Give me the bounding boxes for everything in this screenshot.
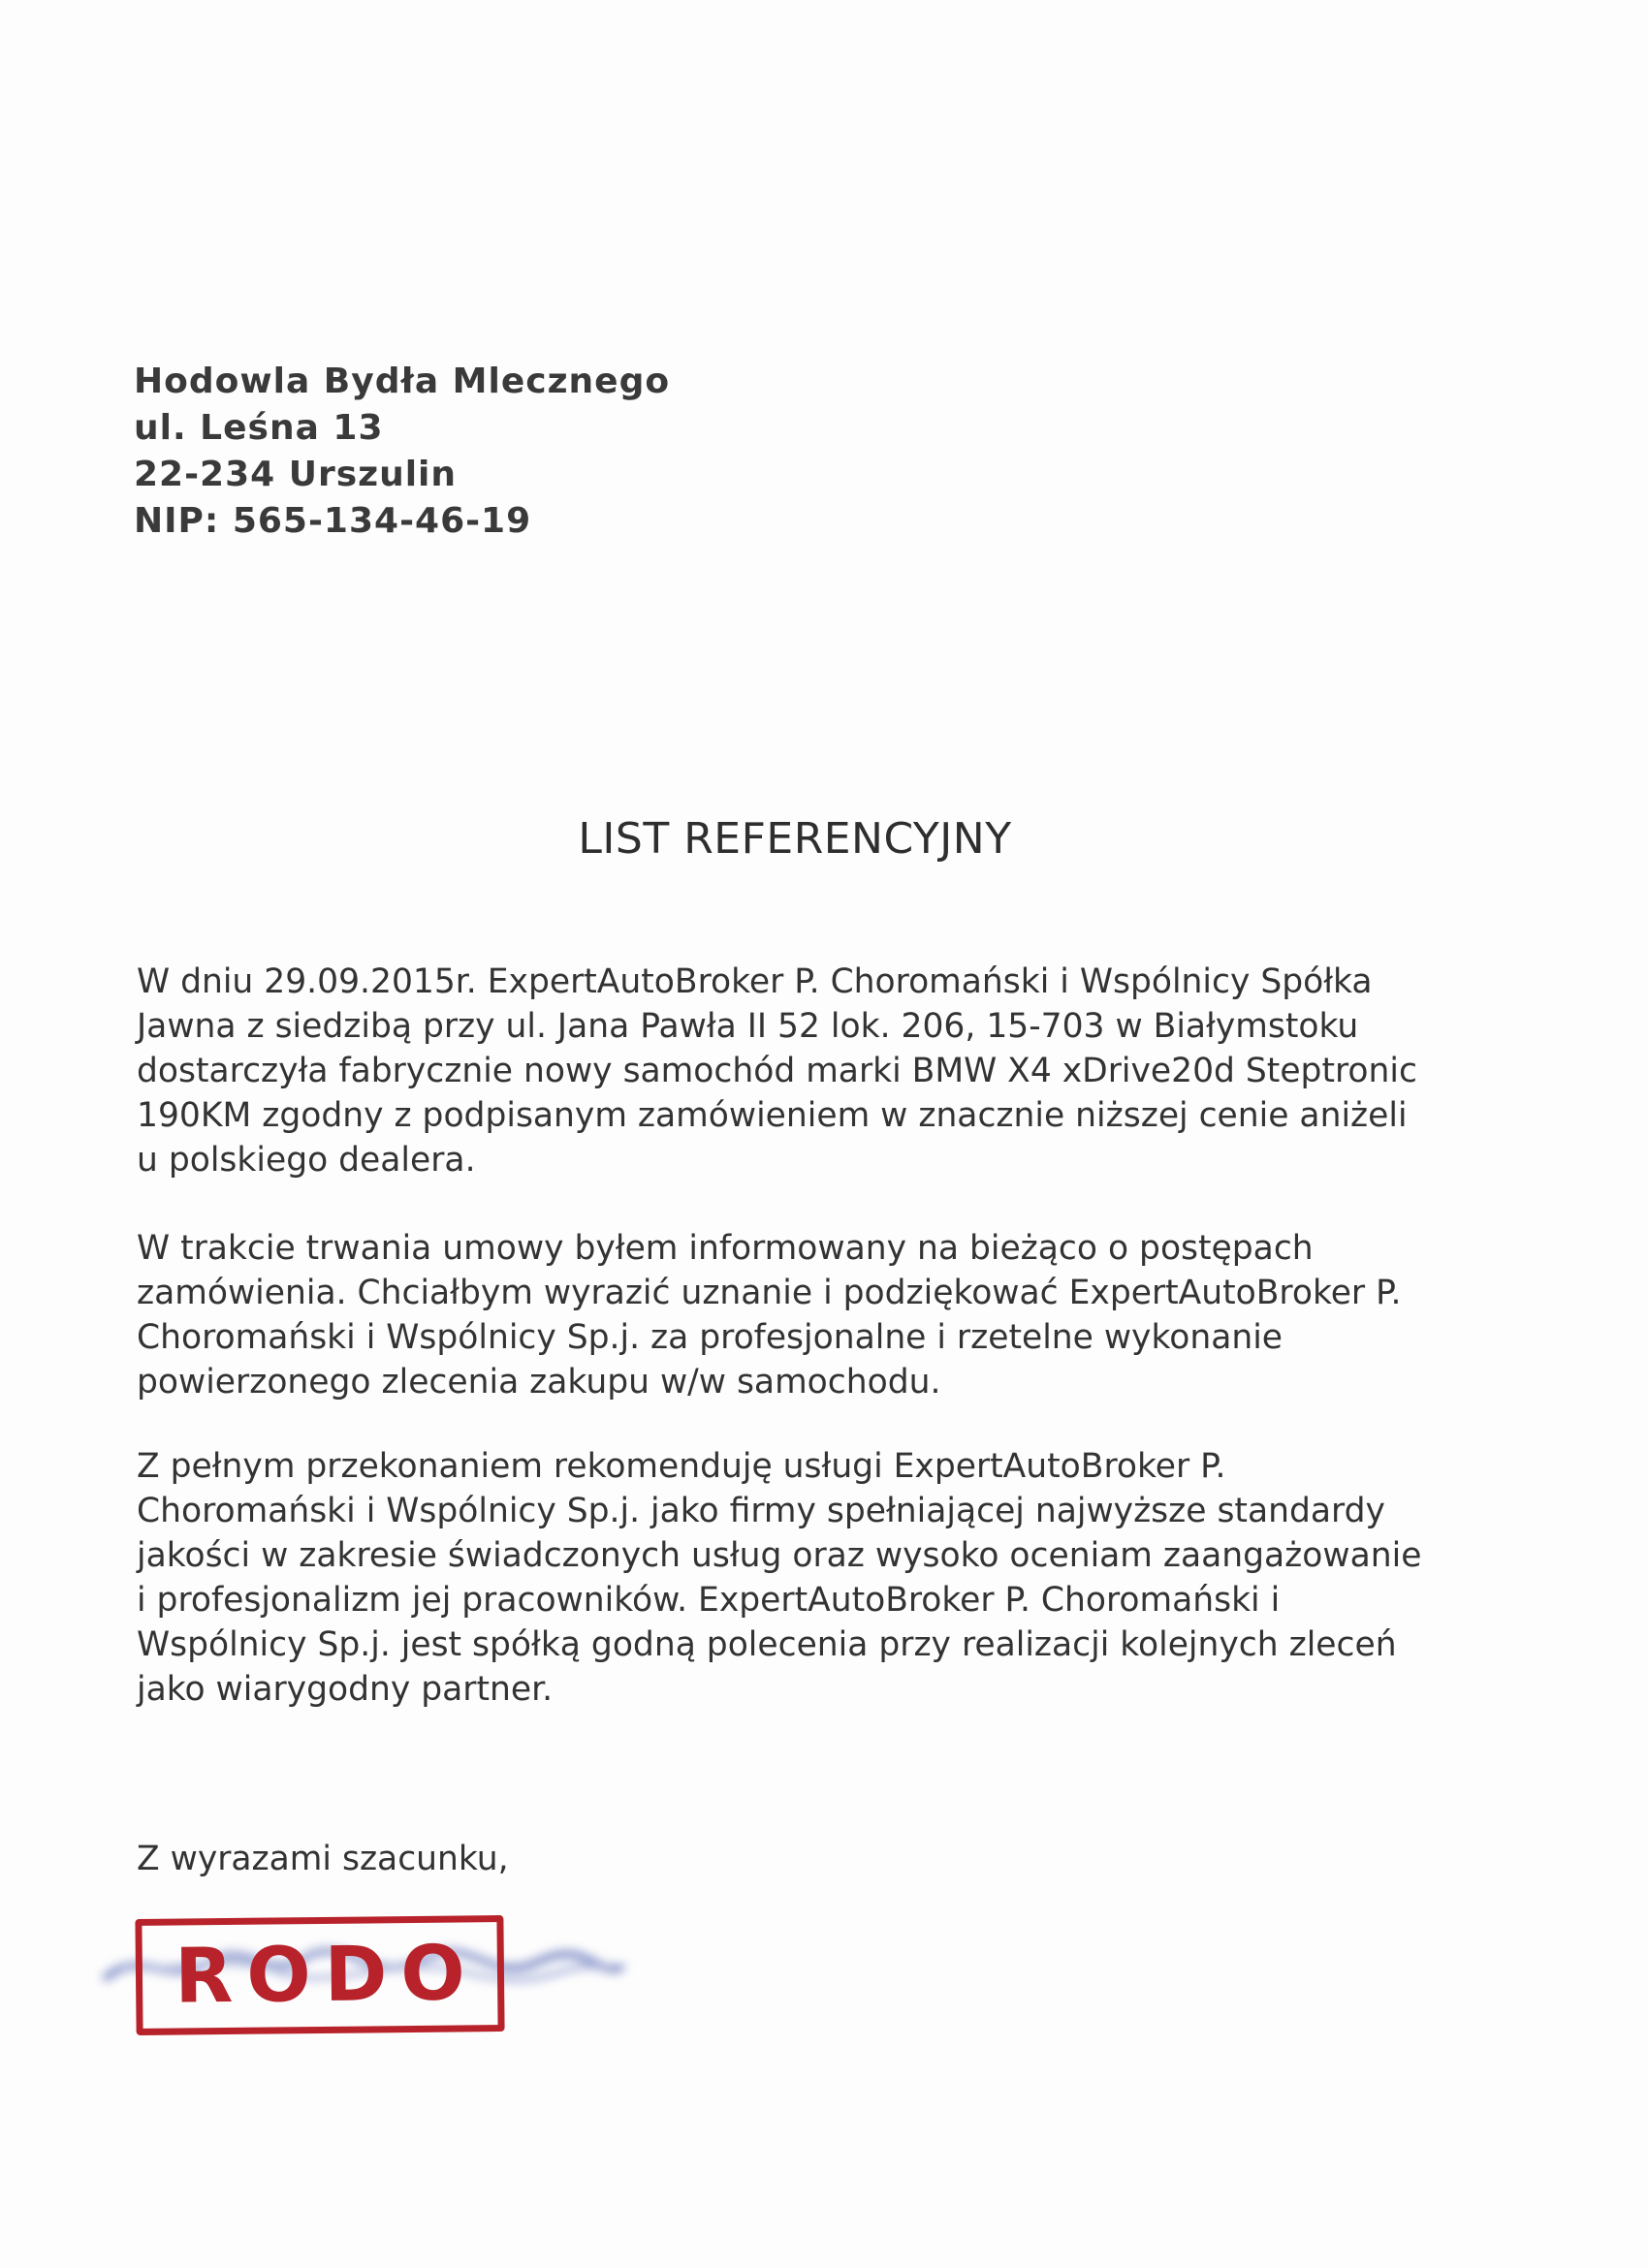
paragraph-line: jako wiarygodny partner. [137,1670,554,1709]
sender-street: ul. Leśna 13 [134,408,384,448]
sender-address-block [134,359,670,545]
paragraph-recommendation [137,1444,1494,1712]
paragraph-line: powierzonego zlecenia zakupu w/w samochodu. [137,1363,941,1402]
letter-title: LIST REFERENCYJNY [578,814,1012,864]
rodo-stamp [135,1915,504,2035]
sender-postal-city: 22-234 Urszulin [134,455,458,494]
paragraph-line: u polskiego dealera. [137,1141,476,1180]
paragraph-line: Wspólnicy Sp.j. jest spółką godną polecenia przy realizacji kolejnych zleceń [137,1625,1397,1664]
paragraph-delivery [137,960,1494,1182]
paragraph-line: Choromański i Wspólnicy Sp.j. jako firmy spełniającej najwyższe standardy [137,1492,1385,1530]
paragraph-line: Z pełnym przekonaniem rekomenduję usługi ExpertAutoBroker P. [137,1447,1226,1486]
stamp-text: RODO [174,1930,480,2021]
paragraph-line: zamówienia. Chciałbym wyrazić uznanie i podziękować ExpertAutoBroker P. [137,1274,1402,1312]
paragraph-line: jakości w zakresie świadczonych usług oraz wysoko oceniam zaangażowanie [137,1536,1422,1575]
paragraph-line: Choromański i Wspólnicy Sp.j. za profesjonalne i rzetelne wykonanie [137,1318,1284,1357]
paragraph-line: W dniu 29.09.2015r. ExpertAutoBroker P. Choromański i Wspólnicy Spółka [137,962,1373,1001]
paragraph-line: dostarczyła fabrycznie nowy samochód marki BMW X4 xDrive20d Steptronic [137,1052,1417,1090]
paragraph-line: Jawna z siedzibą przy ul. Jana Pawła II 52 lok. 206, 15-703 w Białymstoku [137,1007,1359,1046]
paragraph-line: i profesjonalizm jej pracowników. ExpertAutoBroker P. Choromański i [137,1581,1281,1620]
paragraph-line: 190KM zgodny z podpisanym zamówieniem w znacznie niższej cenie aniżeli [137,1096,1408,1135]
paragraph-line: W trakcie trwania umowy byłem informowany na bieżąco o postępach [137,1229,1314,1268]
paragraph-thanks [137,1226,1494,1404]
sender-tax-id: NIP: 565-134-46-19 [134,501,532,541]
closing-salutation: Z wyrazami szacunku, [137,1840,509,1878]
sender-name: Hodowla Bydła Mlecznego [134,362,671,401]
